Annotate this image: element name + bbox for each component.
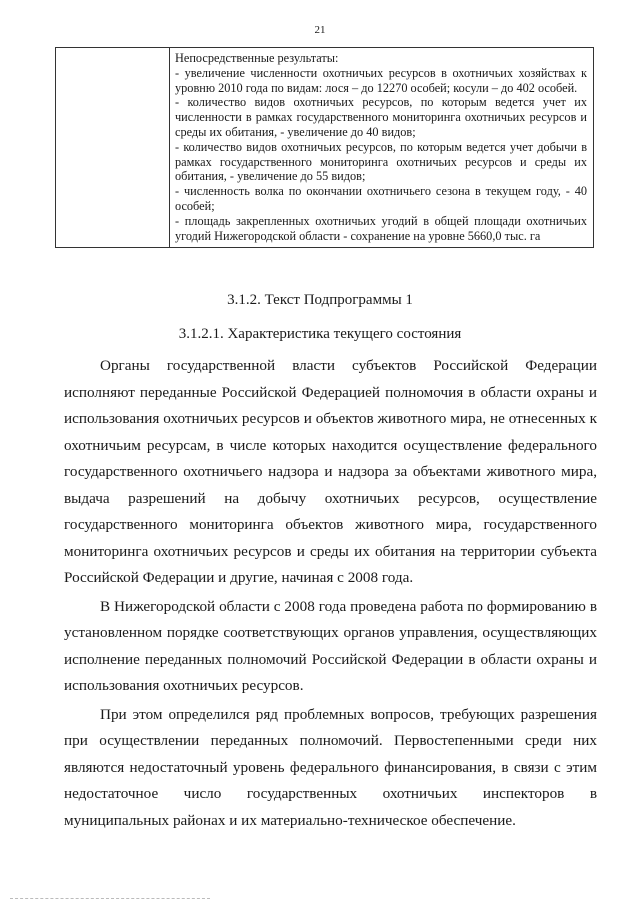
paragraph: Органы государственной власти субъектов Российской Федерации исполняют переданные Российской Федерацией полномочия в области охраны и использования охотничьих ресурсов и объектов животного мира, не отнесенных к охотничьим ресурсам, в числе которых находится осуществление федерального государственного охотничьего надзора и надзора за объектами животного мира, выдача разрешений на добычу охотничьих ресурсов, осуществление государственного мониторинга объектов животного мира, государственного мониторинга охотничьих ресурсов и среды их обитания на территории субъекта Российской Федерации и другие, начиная с 2008 года.: [64, 357, 597, 586]
results-title: Непосредственные результаты:: [175, 51, 339, 65]
table-cell-results: [170, 48, 594, 248]
page-number: 21: [314, 24, 326, 36]
table-cell-empty: [56, 48, 170, 248]
results-table: [55, 47, 594, 248]
scan-footer-marks: [10, 898, 210, 903]
results-item: - численность волка по окончании охотничьего сезона в текущем году, - 40 особей;: [175, 184, 587, 213]
results-item: - количество видов охотничьих ресурсов, по которым ведется учет добычи в рамках государственного мониторинга охотничьих ресурсов и среды их обитания, - увеличение до 55 видов;: [175, 139, 587, 184]
paragraph: При этом определился ряд проблемных вопросов, требующих разрешения при осуществлении переданных полномочий. Первостепенными среди них являются недостаточный уровень федерального финансирования, в связи с этим недостаточное число государственных охотничьих инспекторов в муниципальных районах и их материально-техническое обеспечение.: [64, 705, 597, 829]
paragraph: В Нижегородской области с 2008 года проведена работа по формированию в установленном порядке соответствующих органов управления, осуществляющих исполнение переданных полномочий Российской Федерации в области охраны и использования охотничьих ресурсов.: [64, 597, 597, 694]
subsection-heading: 3.1.2.1. Характеристика текущего состояния: [178, 326, 462, 342]
results-item: - увеличение численности охотничьих ресурсов в охотничьих хозяйствах к уровню 2010 года по видам: лося – до 12270 особей; косули – до 402 особей.: [175, 65, 587, 95]
results-item: - площадь закрепленных охотничьих угодий в общей площади охотничьих угодий Нижегородской области - сохранение на уровне 5660,0 тыс. га: [175, 213, 587, 243]
table-row: [56, 48, 594, 248]
body-text: [64, 353, 597, 834]
results-item: - количество видов охотничьих ресурсов, по которым ведется учет их численности в рамках государственного мониторинга охотничьих ресурсов и среды их обитания, - увеличение до 40 видов;: [175, 95, 587, 139]
section-heading: 3.1.2. Текст Подпрограммы 1: [227, 292, 413, 308]
